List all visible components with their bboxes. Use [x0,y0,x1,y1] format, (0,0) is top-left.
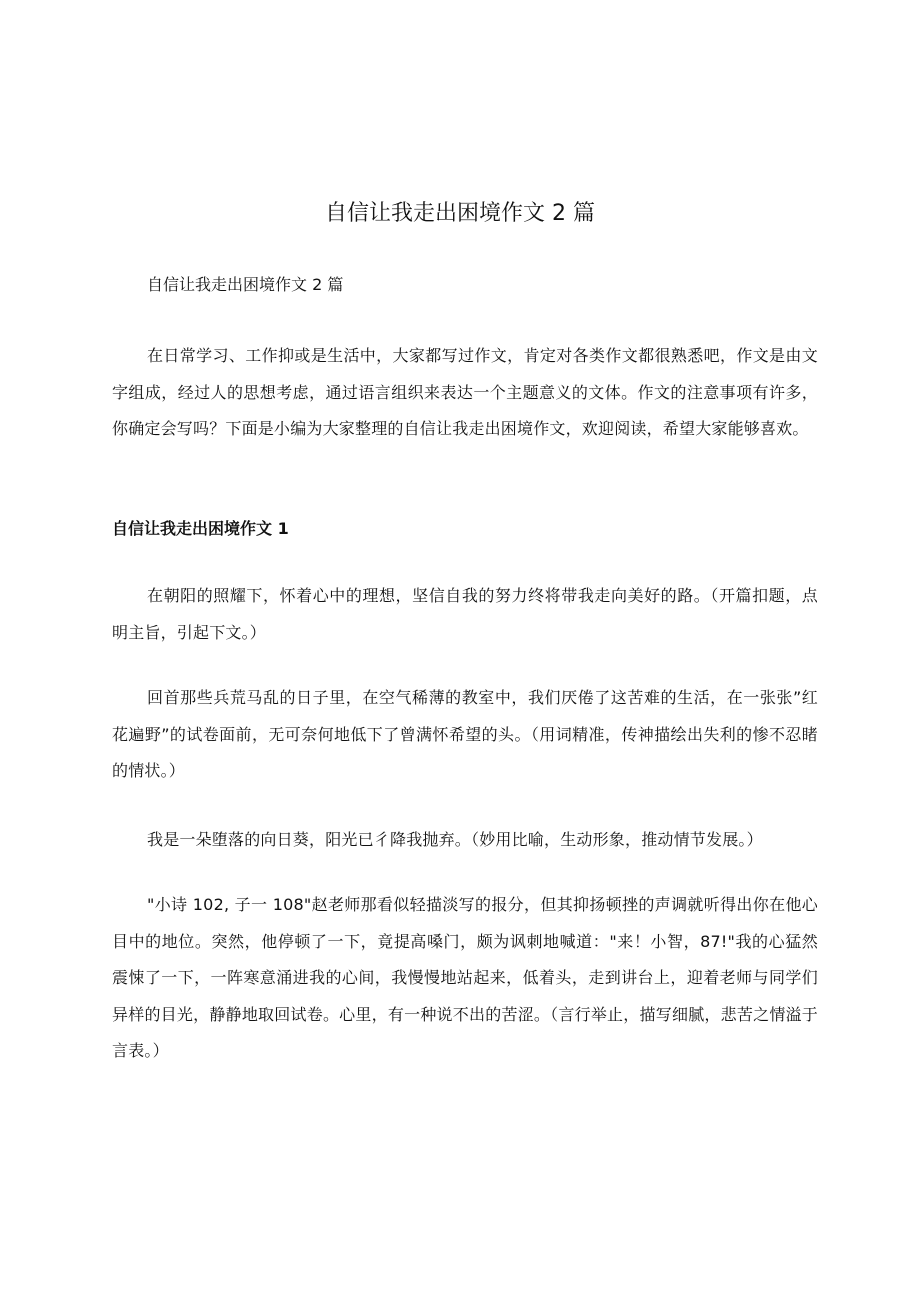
body-paragraph-1: 在朝阳的照耀下，怀着心中的理想，坚信自我的努力终将带我走向美好的路。（开篇扣题，点明主旨，引起下文。） [112,586,818,642]
document-title: 自信让我走出困境作文 2 篇 [325,201,595,226]
section-heading: 自信让我走出困境作文 1 [112,519,289,538]
body-paragraph-3: 我是一朵堕落的向日葵，阳光已彳降我抛弃。（妙用比喻，生动形象，推动情节发展。） [147,830,763,849]
body-paragraph-4: "小诗 102, 子一 108"赵老师那看似轻描淡写的报分，但其抑扬顿挫的声调就听得出你在他心目中的地位。突然，他停顿了一下，竟提高嗓门，颇为讽刺地喊道："来！小智，87!"我的心猛然震悚了一下，一阵寒意涌进我的心间，我慢慢地站起来，低着头，走到讲台上，迎着老师与同学们异样的目光，静静地取回试卷。心里，有一种说不出的苦涩。（言行举止，描写细腻，悲苦之情溢于言表。） [112,895,818,1060]
intro-paragraph: 在日常学习、工作抑或是生活中，大家都写过作文，肯定对各类作文都很熟悉吧，作文是由文字组成，经过人的思想考虑，通过语言组织来表达一个主题意义的文体。作文的注意事项有许多，你确定会写吗？下面是小编为大家整理的自信让我走出困境作文，欢迎阅读，希望大家能够喜欢。 [112,346,818,438]
body-paragraph-2: 回首那些兵荒马乱的日子里，在空气稀薄的教室中，我们厌倦了这苦难的生活，在一张张”红花遍野”的试卷面前，无可奈何地低下了曾满怀希望的头。（用词精准，传神描绘出失利的惨不忍睹的情状。） [112,688,818,780]
document-subtitle: 自信让我走出困境作文 2 篇 [147,275,344,294]
